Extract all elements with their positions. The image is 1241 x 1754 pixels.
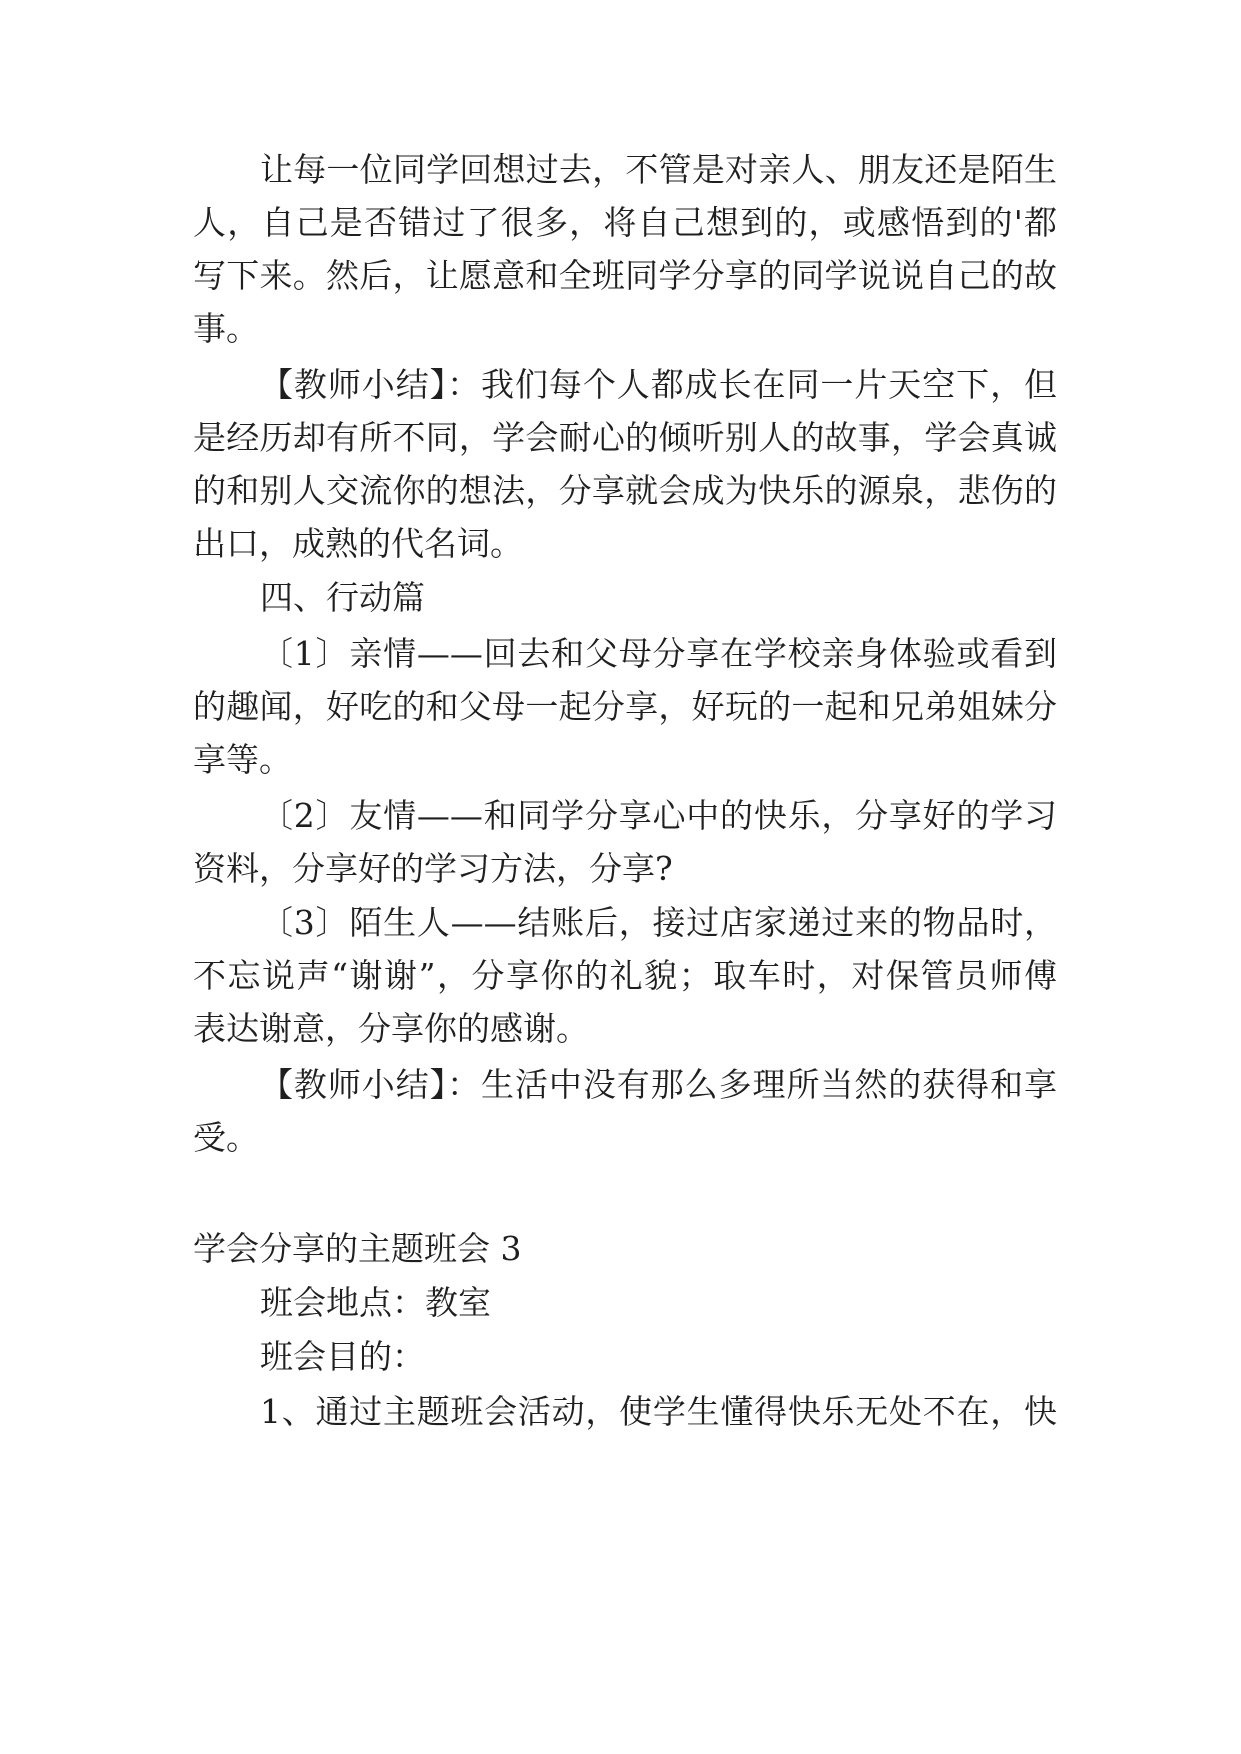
paragraph-line: 1、通过主题班会活动，使学生懂得快乐无处不在，快	[260, 1392, 1057, 1431]
paragraph-line: 出口，成熟的代名词。	[193, 524, 523, 563]
paragraph-line: 〔3〕陌生人——结账后，接过店家递过来的物品时，	[260, 903, 1057, 942]
paragraph-line: 是经历却有所不同，学会耐心的倾听别人的故事，学会真诚	[193, 418, 1057, 457]
paragraph-line: 的趣闻，好吃的和父母一起分享，好玩的一起和兄弟姐妹分	[193, 687, 1057, 726]
paragraph-line: 享等。	[193, 740, 292, 779]
paragraph-line: 班会目的：	[260, 1337, 425, 1376]
paragraph-line: 的和别人交流你的想法，分享就会成为快乐的源泉，悲伤的	[193, 471, 1057, 510]
paragraph-line: 【教师小结】：我们每个人都成长在同一片天空下，但	[260, 365, 1057, 404]
paragraph-line: 资料，分享好的学习方法，分享?	[193, 849, 673, 888]
paragraph-line: 人，自己是否错过了很多，将自己想到的，或感悟到的'都	[193, 203, 1057, 242]
paragraph-line: 班会地点：教室	[260, 1283, 491, 1322]
paragraph-line: 表达谢意，分享你的感谢。	[193, 1009, 589, 1048]
paragraph-line: 〔2〕友情——和同学分享心中的快乐，分享好的学习	[260, 796, 1057, 835]
section-heading: 四、行动篇	[260, 578, 425, 617]
paragraph-line: 不忘说声“谢谢”，分享你的礼貌；取车时，对保管员师傅	[193, 956, 1057, 995]
paragraph-line: 受。	[193, 1118, 259, 1157]
paragraph-line: 让每一位同学回想过去，不管是对亲人、朋友还是陌生	[260, 150, 1057, 189]
paragraph-line: 【教师小结】：生活中没有那么多理所当然的获得和享	[260, 1065, 1057, 1104]
paragraph-line: 写下来。然后，让愿意和全班同学分享的同学说说自己的故	[193, 256, 1057, 295]
section-title: 学会分享的主题班会 3	[193, 1229, 522, 1268]
paragraph-line: 事。	[193, 309, 259, 348]
paragraph-line: 〔1〕亲情——回去和父母分享在学校亲身体验或看到	[260, 634, 1057, 673]
